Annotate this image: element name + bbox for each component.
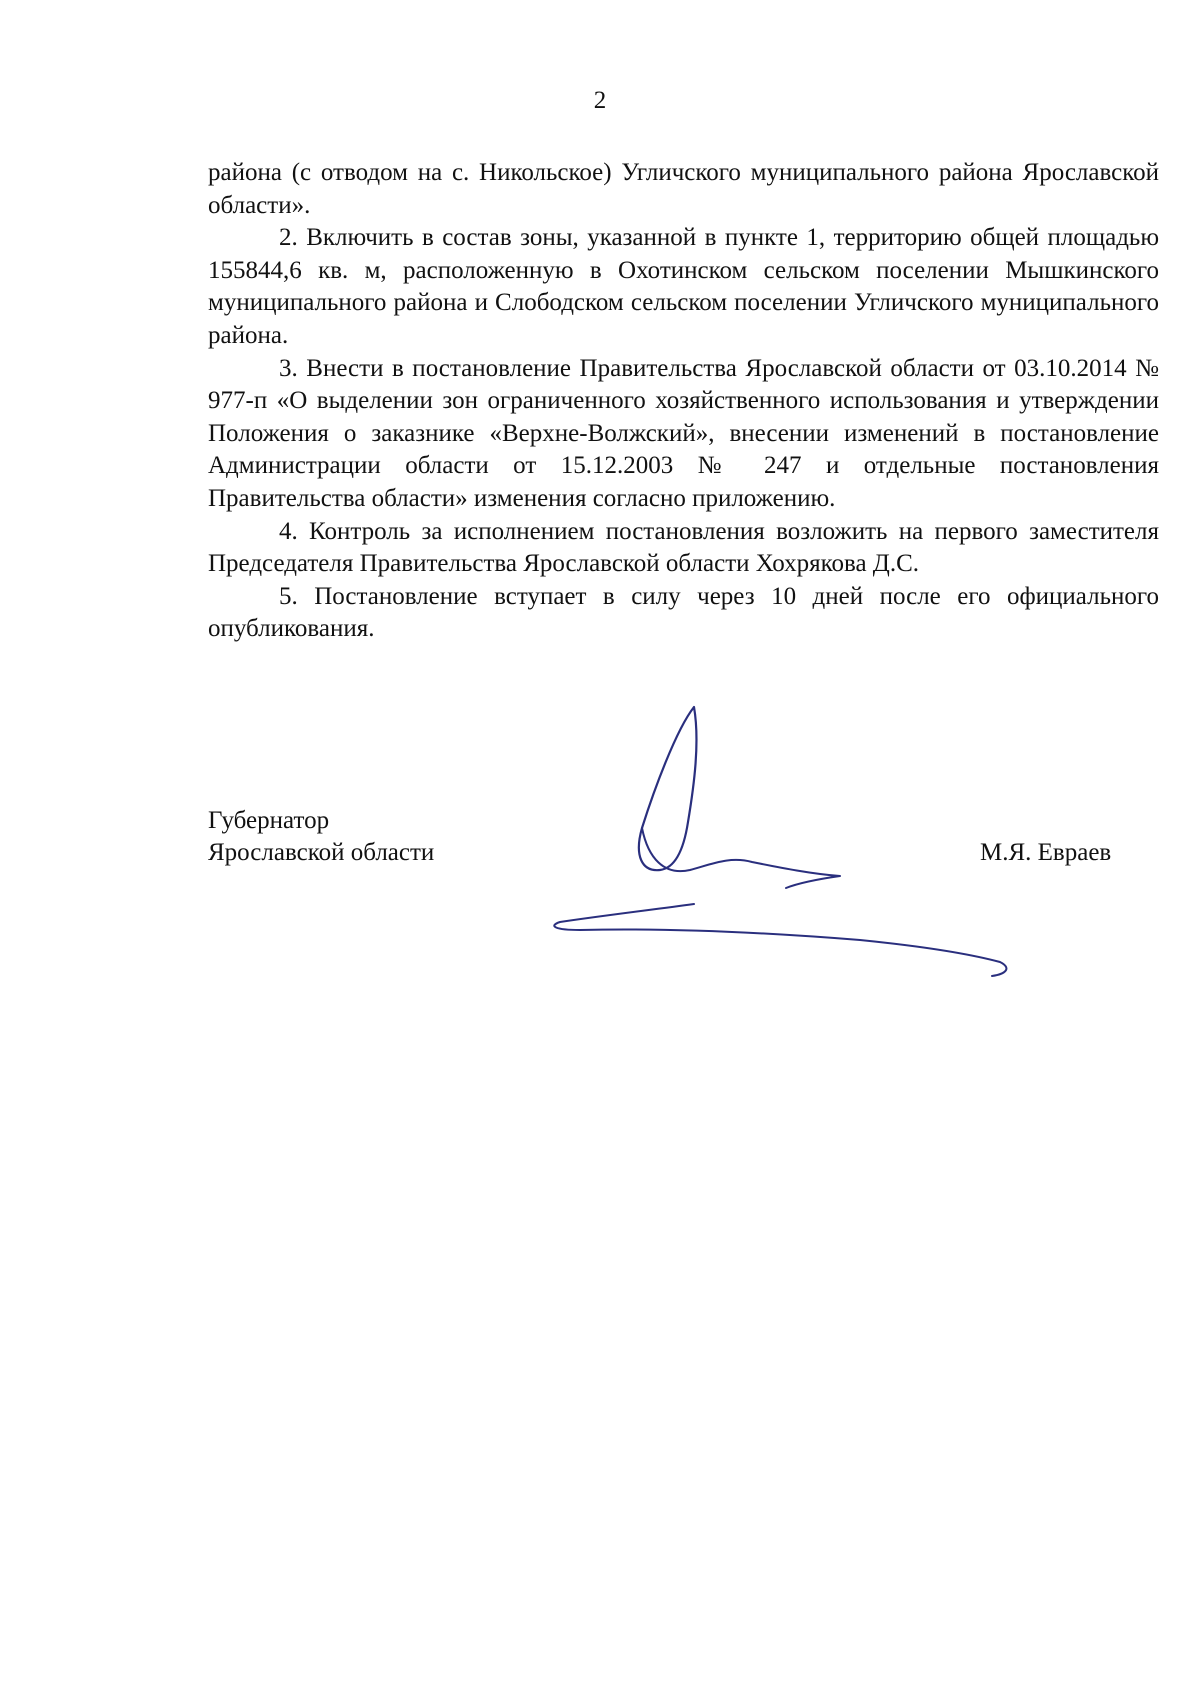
signatory-title: Губернатор bbox=[208, 807, 330, 834]
page-number: 2 bbox=[593, 87, 607, 114]
paragraph-item-4: 4. Контроль за исполнением постановления возложить на первого заместителя Председателя Правительства Ярославской области Хохрякова Д.С. bbox=[208, 517, 1159, 578]
paragraph-item-5: 5. Постановление вступает в силу через 10 дней после его официального опубликования. bbox=[208, 582, 1159, 643]
signature-loop-stroke bbox=[639, 707, 697, 870]
signature-tail-stroke bbox=[642, 828, 840, 888]
signatory-name: М.Я. Евраев bbox=[980, 839, 1112, 866]
signatory-position bbox=[208, 805, 434, 869]
signature-underline-stroke bbox=[554, 904, 1006, 976]
document-body bbox=[208, 157, 1159, 646]
paragraph-item-2: 2. Включить в состав зоны, указанной в пункте 1, территорию общей площадью 155844,6 кв. м, расположенную в Охотинском сельском поселении Мышкинского муниципального района и Слободском сельском поселении Угличского муниципального района. bbox=[208, 224, 1159, 349]
paragraph-item-3: 3. Внести в постановление Правительства Ярославской области от 03.10.2014 № 977-п «О выделении зон ограниченного хозяйственного использования и утверждении Положения о заказнике «Верхне-Волжский», внесении изменений в постановление Администрации области от 15.12.2003 № 247 и отдельные постановления Правительства области» изменения согласно приложению. bbox=[208, 354, 1159, 512]
paragraph-continuation: района (с отводом на с. Никольское) Угличского муниципального района Ярославской области». bbox=[208, 159, 1159, 219]
signatory-region: Ярославской области bbox=[208, 839, 435, 866]
